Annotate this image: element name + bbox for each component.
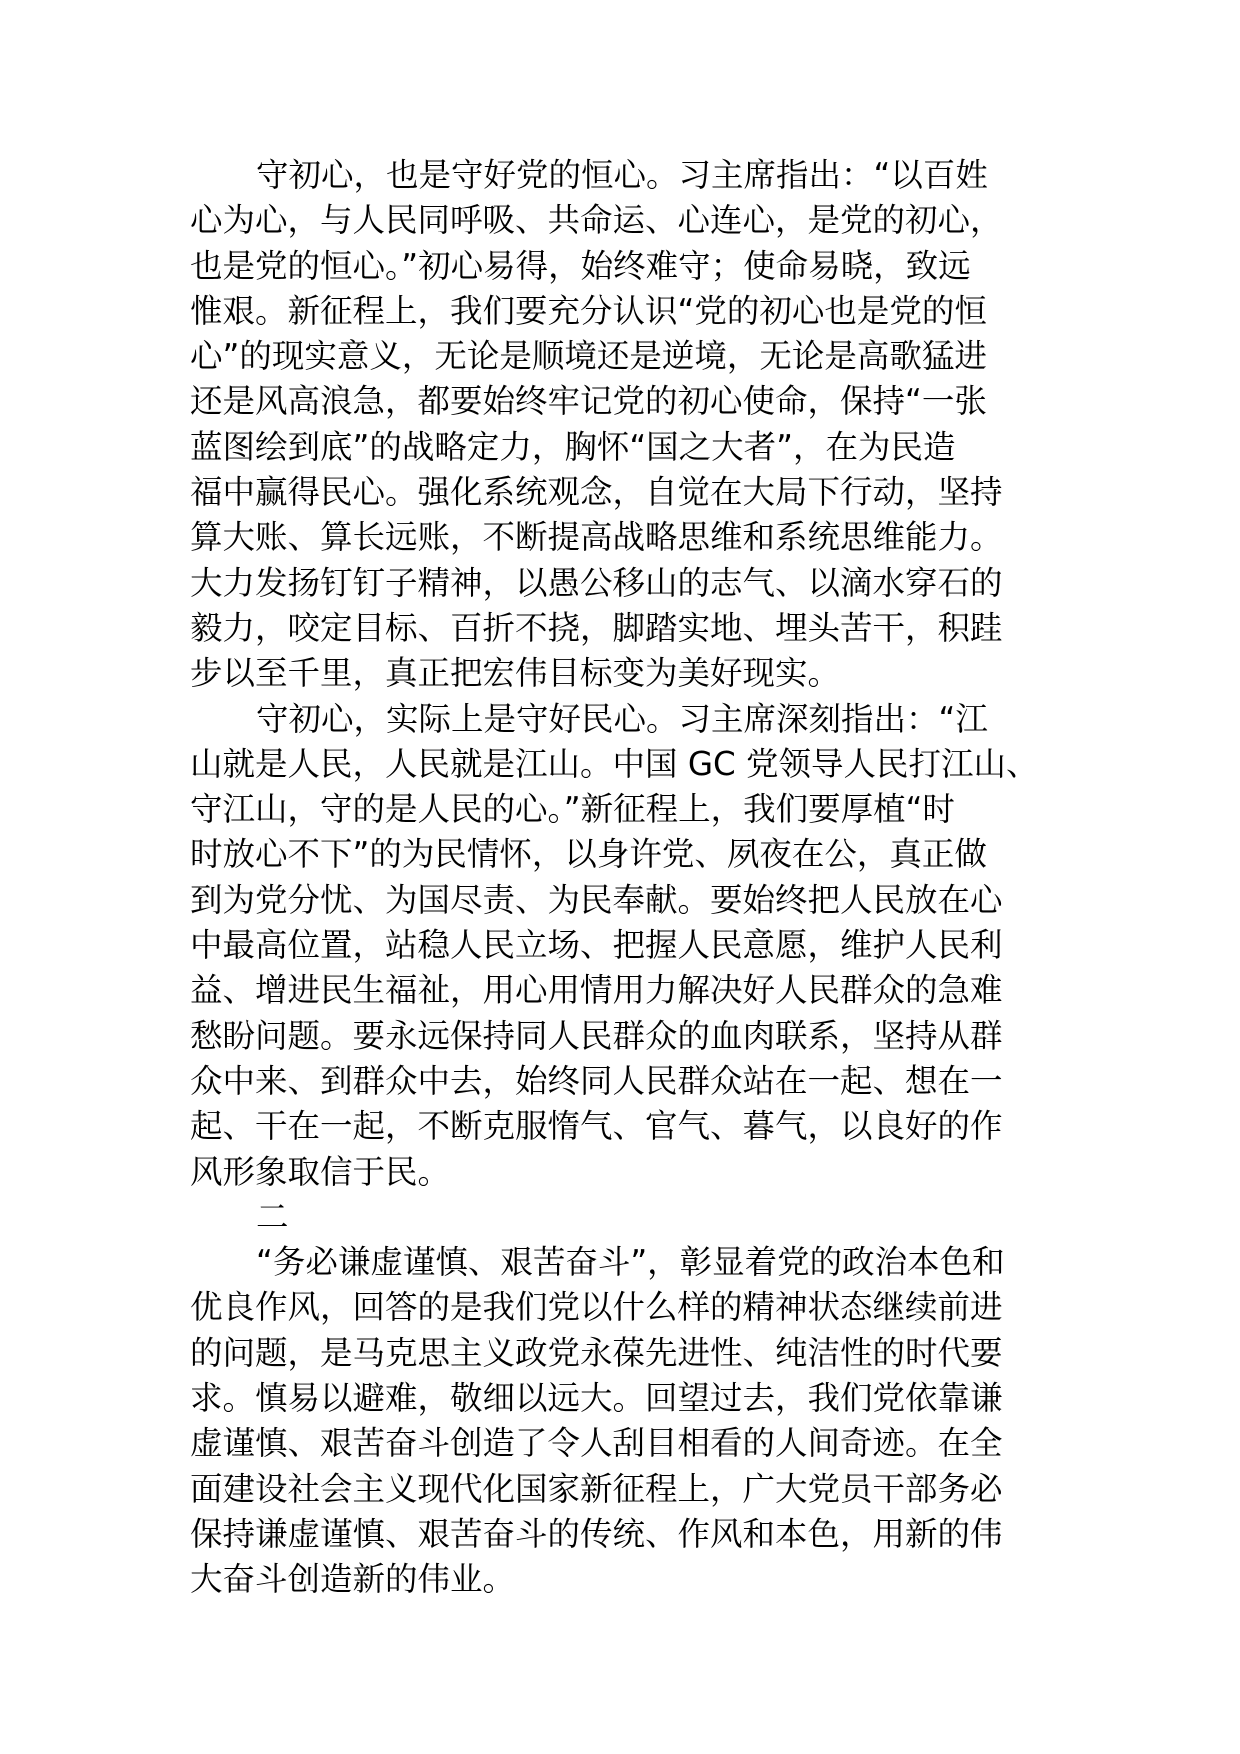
text-line: 虚谨慎、艰苦奋斗创造了令人刮目相看的人间奇迹。在全	[190, 1424, 1003, 1463]
text-line: 优良作风，回答的是我们党以什么样的精神状态继续前进	[190, 1288, 1003, 1327]
text-line: 蓝图绘到底”的战略定力，胸怀“国之大者”，在为民造	[190, 427, 956, 466]
text-line: 还是风高浪急，都要始终牢记党的初心使命，保持“一张	[190, 382, 987, 421]
paragraph-3	[190, 1240, 1060, 1602]
text-line: 风形象取信于民。	[190, 1152, 451, 1191]
text-line: 保持谦虚谨慎、艰苦奋斗的传统、作风和本色，用新的伟	[190, 1514, 1003, 1553]
text-line: 毅力，咬定目标、百折不挠，脚踏实地、埋头苦干，积跬	[190, 608, 1003, 647]
text-line: 愁盼问题。要永远保持同人民群众的血肉联系，坚持从群	[190, 1016, 1003, 1055]
text-line: 也是党的恒心。”初心易得，始终难守；使命易晓，致远	[190, 246, 971, 285]
text-line: 起、干在一起，不断克服惰气、官气、暮气，以良好的作	[190, 1107, 1003, 1146]
text-line: 心”的现实意义，无论是顺境还是逆境，无论是高歌猛进	[190, 337, 987, 376]
document-body	[190, 153, 1060, 1603]
paragraph-1	[190, 153, 1060, 697]
text-line: 面建设社会主义现代化国家新征程上，广大党员干部务必	[190, 1469, 1003, 1508]
text-line: “务必谦虚谨慎、艰苦奋斗”，彰显着党的政治本色和	[256, 1243, 1005, 1282]
text-line: 大力发扬钉钉子精神，以愚公移山的志气、以滴水穿石的	[190, 563, 1003, 602]
text-line: 守初心，也是守好党的恒心。习主席指出：“以百姓	[256, 156, 988, 194]
text-line: 守江山，守的是人民的心。”新征程上，我们要厚植“时	[190, 790, 955, 829]
text-line: 的问题，是马克思主义政党永葆先进性、纯洁性的时代要	[190, 1333, 1003, 1372]
text-line: 益、增进民生福祉，用心用情用力解决好人民群众的急难	[190, 971, 1003, 1010]
text-line: 步以至千里，真正把宏伟目标变为美好现实。	[190, 654, 841, 693]
text-line: 大奋斗创造新的伟业。	[190, 1560, 516, 1599]
text-line: 众中来、到群众中去，始终同人民群众站在一起、想在一	[190, 1061, 1003, 1100]
section-number: 二	[256, 1197, 289, 1236]
paragraph-2	[190, 697, 1060, 1195]
text-line: 山就是人民，人民就是江山。中国 GC 党领导人民打江山、	[190, 744, 1039, 783]
section-heading	[190, 1195, 1060, 1240]
text-line: 中最高位置，站稳人民立场、把握人民意愿，维护人民利	[190, 926, 1003, 965]
text-line: 心为心，与人民同呼吸、共命运、心连心，是党的初心，	[190, 201, 1003, 240]
text-line: 求。慎易以避难，敬细以远大。回望过去，我们党依靠谦	[190, 1379, 1003, 1418]
text-line: 到为党分忧、为国尽责、为民奉献。要始终把人民放在心	[190, 880, 1003, 919]
text-line: 时放心不下”的为民情怀，以身许党、夙夜在公，真正做	[190, 835, 987, 874]
text-line: 惟艰。新征程上，我们要充分认识“党的初心也是党的恒	[190, 291, 987, 330]
text-line: 算大账、算长远账，不断提高战略思维和系统思维能力。	[190, 518, 1003, 557]
text-line: 福中赢得民心。强化系统观念，自觉在大局下行动，坚持	[190, 473, 1003, 512]
text-line: 守初心，实际上是守好民心。习主席深刻指出：“江	[256, 699, 988, 738]
